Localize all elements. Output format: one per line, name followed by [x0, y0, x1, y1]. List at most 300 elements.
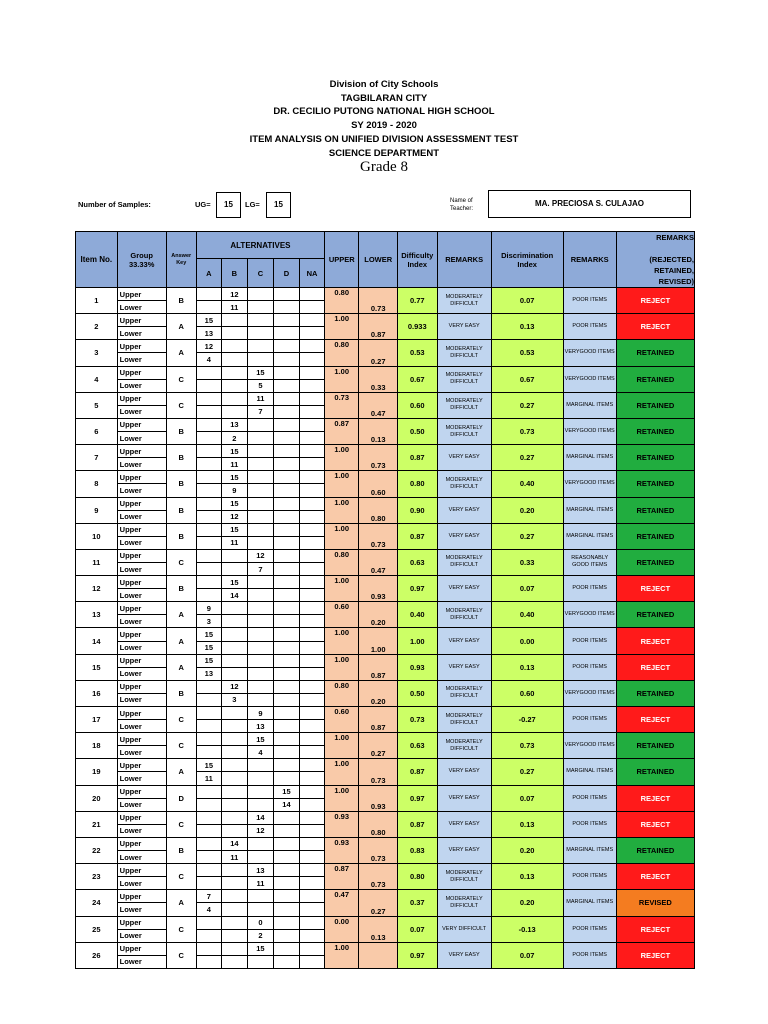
answer-key: C [166, 733, 196, 759]
alt-count-upper [273, 523, 299, 536]
table-row [76, 890, 695, 903]
lower-proportion: 0.93 [359, 785, 398, 811]
alt-count-upper [299, 340, 324, 353]
alt-count-lower [196, 720, 221, 733]
discrimination-remark: POOR ITEMS [563, 288, 616, 314]
lower-proportion: 0.73 [359, 759, 398, 785]
alt-count-lower [273, 405, 299, 418]
alt-count-lower [196, 851, 221, 864]
alt-count-lower [196, 536, 221, 549]
discrimination-index: 0.07 [491, 576, 563, 602]
table-row [76, 314, 695, 327]
difficulty-remark: VERY EASY [437, 576, 491, 602]
alt-count-upper: 15 [247, 733, 273, 746]
alt-count-upper [299, 733, 324, 746]
discrimination-remark: VERYGOOD ITEMS [563, 340, 616, 366]
alt-count-upper [299, 654, 324, 667]
alt-count-lower: 11 [221, 536, 247, 549]
group-lower-label: Lower [117, 510, 166, 523]
alt-count-upper: 13 [221, 418, 247, 431]
final-decision-badge: RETAINED [616, 392, 694, 418]
group-lower-label: Lower [117, 720, 166, 733]
group-lower-label: Lower [117, 536, 166, 549]
alt-count-upper [196, 680, 221, 693]
alt-count-upper: 15 [196, 654, 221, 667]
alt-count-lower [273, 851, 299, 864]
alt-count-lower [221, 327, 247, 340]
alt-count-lower [196, 562, 221, 575]
col-item-no: Item No. [76, 232, 118, 288]
group-lower-label: Lower [117, 693, 166, 706]
alt-count-lower [299, 510, 324, 523]
lg-label: LG= [245, 200, 260, 209]
alt-count-upper [221, 628, 247, 641]
table-row [76, 288, 695, 301]
grade-title: Grade 8 [360, 159, 408, 175]
lower-proportion: 0.73 [359, 288, 398, 314]
alt-count-upper [221, 366, 247, 379]
alt-count-lower: 4 [196, 353, 221, 366]
alt-count-upper [247, 628, 273, 641]
upper-proportion: 0.80 [325, 288, 359, 314]
alt-count-lower [273, 536, 299, 549]
alt-count-lower [221, 641, 247, 654]
difficulty-remark: MODERATELY DIFFICULT [437, 392, 491, 418]
alt-count-upper: 15 [247, 366, 273, 379]
alt-count-lower: 3 [196, 615, 221, 628]
alt-count-lower [299, 327, 324, 340]
discrimination-remark: VERYGOOD ITEMS [563, 602, 616, 628]
group-lower-label: Lower [117, 877, 166, 890]
discrimination-index: -0.13 [491, 916, 563, 942]
alt-count-lower [221, 746, 247, 759]
alt-count-lower [247, 798, 273, 811]
alt-count-lower [221, 720, 247, 733]
col-alt-d: D [273, 259, 299, 288]
alt-count-upper [196, 942, 221, 955]
alt-count-lower [299, 824, 324, 837]
alt-count-lower [273, 720, 299, 733]
alt-count-upper [196, 366, 221, 379]
upper-proportion: 1.00 [325, 759, 359, 785]
alt-count-upper [299, 628, 324, 641]
group-lower-label: Lower [117, 929, 166, 942]
alt-count-lower [273, 824, 299, 837]
alt-count-upper [273, 445, 299, 458]
alt-count-lower: 13 [196, 667, 221, 680]
alt-count-upper [247, 759, 273, 772]
alt-count-upper [273, 628, 299, 641]
alt-count-upper: 15 [221, 576, 247, 589]
alt-count-lower [247, 458, 273, 471]
upper-proportion: 1.00 [325, 471, 359, 497]
division-title: Division of City Schools [329, 79, 439, 90]
group-upper-label: Upper [117, 837, 166, 850]
item-number: 21 [76, 811, 118, 837]
final-decision-badge: REJECT [616, 942, 694, 968]
group-upper-label: Upper [117, 523, 166, 536]
group-lower-label: Lower [117, 824, 166, 837]
alt-count-lower [273, 510, 299, 523]
alt-count-upper [299, 785, 324, 798]
difficulty-index: 0.63 [397, 733, 437, 759]
discrimination-remark: POOR ITEMS [563, 314, 616, 340]
group-lower-label: Lower [117, 353, 166, 366]
final-decision-badge: REJECT [616, 576, 694, 602]
lower-proportion: 0.87 [359, 654, 398, 680]
item-number: 2 [76, 314, 118, 340]
lower-proportion: 1.00 [359, 628, 398, 654]
difficulty-index: 0.97 [397, 576, 437, 602]
alt-count-lower [299, 405, 324, 418]
alt-count-lower [247, 641, 273, 654]
item-number: 17 [76, 707, 118, 733]
difficulty-index: 1.00 [397, 628, 437, 654]
alt-count-upper [273, 654, 299, 667]
discrimination-index: 0.40 [491, 602, 563, 628]
alt-count-lower [247, 589, 273, 602]
alt-count-upper [196, 864, 221, 877]
alt-count-upper: 12 [247, 549, 273, 562]
alt-count-upper [299, 602, 324, 615]
alt-count-lower: 5 [247, 379, 273, 392]
alt-count-lower: 11 [247, 877, 273, 890]
table-row [76, 549, 695, 562]
alt-count-lower: 14 [221, 589, 247, 602]
alt-count-upper [221, 733, 247, 746]
alt-count-upper [273, 680, 299, 693]
group-lower-label: Lower [117, 903, 166, 916]
col-final-remarks: REMARKS (REJECTED, RETAINED, REVISED) [616, 232, 694, 288]
upper-proportion: 0.80 [325, 340, 359, 366]
alt-count-lower: 4 [247, 746, 273, 759]
difficulty-remark: VERY EASY [437, 837, 491, 863]
discrimination-remark: MARGINAL ITEMS [563, 890, 616, 916]
alt-count-upper [221, 811, 247, 824]
alt-count-upper [196, 837, 221, 850]
alt-count-upper [247, 497, 273, 510]
alt-count-upper [299, 471, 324, 484]
alt-count-lower [247, 327, 273, 340]
lower-proportion: 0.80 [359, 811, 398, 837]
difficulty-remark: VERY EASY [437, 942, 491, 968]
discrimination-index: 0.53 [491, 340, 563, 366]
discrimination-remark: VERYGOOD ITEMS [563, 418, 616, 444]
lower-proportion: 0.20 [359, 680, 398, 706]
difficulty-remark: MODERATELY DIFFICULT [437, 680, 491, 706]
group-upper-label: Upper [117, 602, 166, 615]
final-decision-badge: RETAINED [616, 418, 694, 444]
table-row [76, 523, 695, 536]
alt-count-upper [196, 811, 221, 824]
discrimination-index: -0.27 [491, 707, 563, 733]
upper-proportion: 1.00 [325, 497, 359, 523]
alt-count-lower [273, 432, 299, 445]
alt-count-lower [299, 458, 324, 471]
alt-count-upper [221, 549, 247, 562]
alt-count-upper [196, 471, 221, 484]
upper-proportion: 1.00 [325, 942, 359, 968]
difficulty-index: 0.53 [397, 340, 437, 366]
answer-key: A [166, 890, 196, 916]
difficulty-remark: VERY EASY [437, 523, 491, 549]
difficulty-remark: VERY EASY [437, 811, 491, 837]
teacher-label: Name of Teacher: [450, 198, 474, 212]
alt-count-upper [221, 942, 247, 955]
alt-count-upper [273, 288, 299, 301]
samples-label: Number of Samples: [78, 200, 151, 209]
group-lower-label: Lower [117, 798, 166, 811]
alt-count-upper [247, 471, 273, 484]
alt-count-lower [273, 877, 299, 890]
discrimination-index: 0.27 [491, 759, 563, 785]
item-number: 18 [76, 733, 118, 759]
alt-count-lower: 12 [221, 510, 247, 523]
alt-count-lower [299, 301, 324, 314]
alt-count-lower [273, 667, 299, 680]
alt-count-upper [299, 759, 324, 772]
group-upper-label: Upper [117, 733, 166, 746]
alt-count-lower [299, 615, 324, 628]
lower-proportion: 0.27 [359, 733, 398, 759]
alt-count-upper [247, 523, 273, 536]
group-upper-label: Upper [117, 288, 166, 301]
difficulty-remark: MODERATELY DIFFICULT [437, 418, 491, 444]
discrimination-index: 0.20 [491, 497, 563, 523]
difficulty-remark: MODERATELY DIFFICULT [437, 366, 491, 392]
alt-count-lower [273, 903, 299, 916]
answer-key: A [166, 759, 196, 785]
alt-count-upper [299, 288, 324, 301]
alt-count-lower [299, 562, 324, 575]
answer-key: B [166, 497, 196, 523]
alt-count-upper: 15 [196, 628, 221, 641]
alt-count-upper: 15 [247, 942, 273, 955]
answer-key: C [166, 366, 196, 392]
alt-count-lower [299, 746, 324, 759]
alt-count-upper [221, 916, 247, 929]
discrimination-index: 0.00 [491, 628, 563, 654]
alt-count-upper [299, 549, 324, 562]
alt-count-upper [196, 576, 221, 589]
discrimination-remark: VERYGOOD ITEMS [563, 733, 616, 759]
final-decision-badge: REJECT [616, 654, 694, 680]
alt-count-upper: 15 [273, 785, 299, 798]
alt-count-lower [196, 955, 221, 968]
difficulty-index: 0.77 [397, 288, 437, 314]
alt-count-upper [221, 785, 247, 798]
discrimination-remark: POOR ITEMS [563, 628, 616, 654]
alt-count-lower [273, 589, 299, 602]
alt-count-lower [247, 353, 273, 366]
alt-count-lower [196, 589, 221, 602]
answer-key: A [166, 314, 196, 340]
alt-count-lower [273, 641, 299, 654]
group-upper-label: Upper [117, 340, 166, 353]
alt-count-upper [196, 916, 221, 929]
discrimination-remark: POOR ITEMS [563, 654, 616, 680]
upper-proportion: 0.87 [325, 418, 359, 444]
difficulty-index: 0.83 [397, 837, 437, 863]
upper-proportion: 1.00 [325, 785, 359, 811]
discrimination-index: 0.27 [491, 392, 563, 418]
answer-key: B [166, 837, 196, 863]
alt-count-lower [221, 405, 247, 418]
discrimination-index: 0.13 [491, 314, 563, 340]
answer-key: A [166, 602, 196, 628]
alt-count-lower [273, 615, 299, 628]
alt-count-upper [221, 864, 247, 877]
upper-proportion: 0.80 [325, 680, 359, 706]
difficulty-remark: MODERATELY DIFFICULT [437, 549, 491, 575]
alt-count-upper: 14 [247, 811, 273, 824]
col-lower: LOWER [359, 232, 398, 288]
alt-count-upper [247, 654, 273, 667]
answer-key: C [166, 707, 196, 733]
alt-count-lower [196, 432, 221, 445]
group-lower-label: Lower [117, 458, 166, 471]
col-remarks: REMARKS [437, 232, 491, 288]
lower-proportion: 0.33 [359, 366, 398, 392]
alt-count-upper [299, 942, 324, 955]
alt-count-upper [247, 890, 273, 903]
item-number: 10 [76, 523, 118, 549]
discrimination-remark: MARGINAL ITEMS [563, 392, 616, 418]
alt-count-upper [247, 576, 273, 589]
final-decision-badge: REJECT [616, 314, 694, 340]
alt-count-upper: 15 [221, 523, 247, 536]
discrimination-remark: POOR ITEMS [563, 811, 616, 837]
table-row [76, 628, 695, 641]
alt-count-upper [221, 314, 247, 327]
col-remarks-2: REMARKS [563, 232, 616, 288]
discrimination-index: 0.67 [491, 366, 563, 392]
alt-count-upper [273, 837, 299, 850]
alt-count-lower [299, 379, 324, 392]
discrimination-index: 0.73 [491, 418, 563, 444]
difficulty-index: 0.97 [397, 942, 437, 968]
table-row [76, 942, 695, 955]
item-number: 12 [76, 576, 118, 602]
lower-proportion: 0.27 [359, 890, 398, 916]
item-number: 5 [76, 392, 118, 418]
group-upper-label: Upper [117, 785, 166, 798]
alt-count-lower [221, 615, 247, 628]
alt-count-lower [299, 903, 324, 916]
difficulty-remark: MODERATELY DIFFICULT [437, 733, 491, 759]
discrimination-remark: MARGINAL ITEMS [563, 837, 616, 863]
group-lower-label: Lower [117, 405, 166, 418]
alt-count-lower: 11 [221, 458, 247, 471]
alt-count-upper [196, 418, 221, 431]
alt-count-lower [299, 484, 324, 497]
col-alt-c: C [247, 259, 273, 288]
school-title: DR. CECILIO PUTONG NATIONAL HIGH SCHOOL [273, 106, 495, 118]
alt-count-lower [247, 510, 273, 523]
upper-proportion: 1.00 [325, 654, 359, 680]
alt-count-lower [299, 929, 324, 942]
alt-count-lower [273, 458, 299, 471]
table-row [76, 680, 695, 693]
difficulty-index: 0.90 [397, 497, 437, 523]
alt-count-lower: 7 [247, 562, 273, 575]
upper-proportion: 0.93 [325, 837, 359, 863]
difficulty-remark: VERY EASY [437, 628, 491, 654]
teacher-name: MA. PRECIOSA S. CULAJAO [488, 190, 691, 218]
final-decision-badge: RETAINED [616, 837, 694, 863]
group-lower-label: Lower [117, 432, 166, 445]
answer-key: B [166, 576, 196, 602]
difficulty-index: 0.80 [397, 864, 437, 890]
alt-count-lower [299, 536, 324, 549]
answer-key: C [166, 392, 196, 418]
difficulty-index: 0.50 [397, 418, 437, 444]
table-row [76, 471, 695, 484]
difficulty-remark: VERY EASY [437, 497, 491, 523]
alt-count-lower [221, 772, 247, 785]
discrimination-remark: MARGINAL ITEMS [563, 523, 616, 549]
alt-count-upper [273, 890, 299, 903]
alt-count-upper [299, 837, 324, 850]
document-header [0, 78, 768, 160]
alt-count-upper [273, 471, 299, 484]
table-row [76, 445, 695, 458]
difficulty-index: 0.50 [397, 680, 437, 706]
alt-count-upper [299, 314, 324, 327]
alt-count-upper: 11 [247, 392, 273, 405]
final-decision-badge: RETAINED [616, 340, 694, 366]
alt-count-lower [221, 667, 247, 680]
group-upper-label: Upper [117, 392, 166, 405]
item-analysis-table [75, 231, 695, 969]
alt-count-upper [247, 288, 273, 301]
alt-count-upper: 9 [196, 602, 221, 615]
item-number: 22 [76, 837, 118, 863]
discrimination-remark: MARGINAL ITEMS [563, 445, 616, 471]
alt-count-upper [299, 418, 324, 431]
final-decision-badge: REJECT [616, 628, 694, 654]
difficulty-remark: MODERATELY DIFFICULT [437, 340, 491, 366]
answer-key: A [166, 654, 196, 680]
discrimination-index: 0.07 [491, 942, 563, 968]
alt-count-lower [196, 484, 221, 497]
final-decision-badge: REJECT [616, 288, 694, 314]
lower-proportion: 0.47 [359, 392, 398, 418]
upper-proportion: 1.00 [325, 733, 359, 759]
alt-count-lower: 7 [247, 405, 273, 418]
group-upper-label: Upper [117, 811, 166, 824]
lg-value: 15 [266, 192, 291, 218]
lower-proportion: 0.60 [359, 471, 398, 497]
alt-count-upper [299, 497, 324, 510]
table-row [76, 340, 695, 353]
final-decision-badge: REJECT [616, 785, 694, 811]
alt-count-lower: 13 [247, 720, 273, 733]
difficulty-remark: VERY DIFFICULT [437, 916, 491, 942]
alt-count-upper: 15 [221, 497, 247, 510]
final-decision-badge: RETAINED [616, 759, 694, 785]
alt-count-lower [247, 693, 273, 706]
lower-proportion: 0.93 [359, 576, 398, 602]
alt-count-lower [273, 746, 299, 759]
difficulty-index: 0.97 [397, 785, 437, 811]
group-upper-label: Upper [117, 549, 166, 562]
group-upper-label: Upper [117, 497, 166, 510]
upper-proportion: 1.00 [325, 314, 359, 340]
lower-proportion: 0.87 [359, 314, 398, 340]
group-upper-label: Upper [117, 707, 166, 720]
col-alternatives: ALTERNATIVES [196, 232, 324, 259]
